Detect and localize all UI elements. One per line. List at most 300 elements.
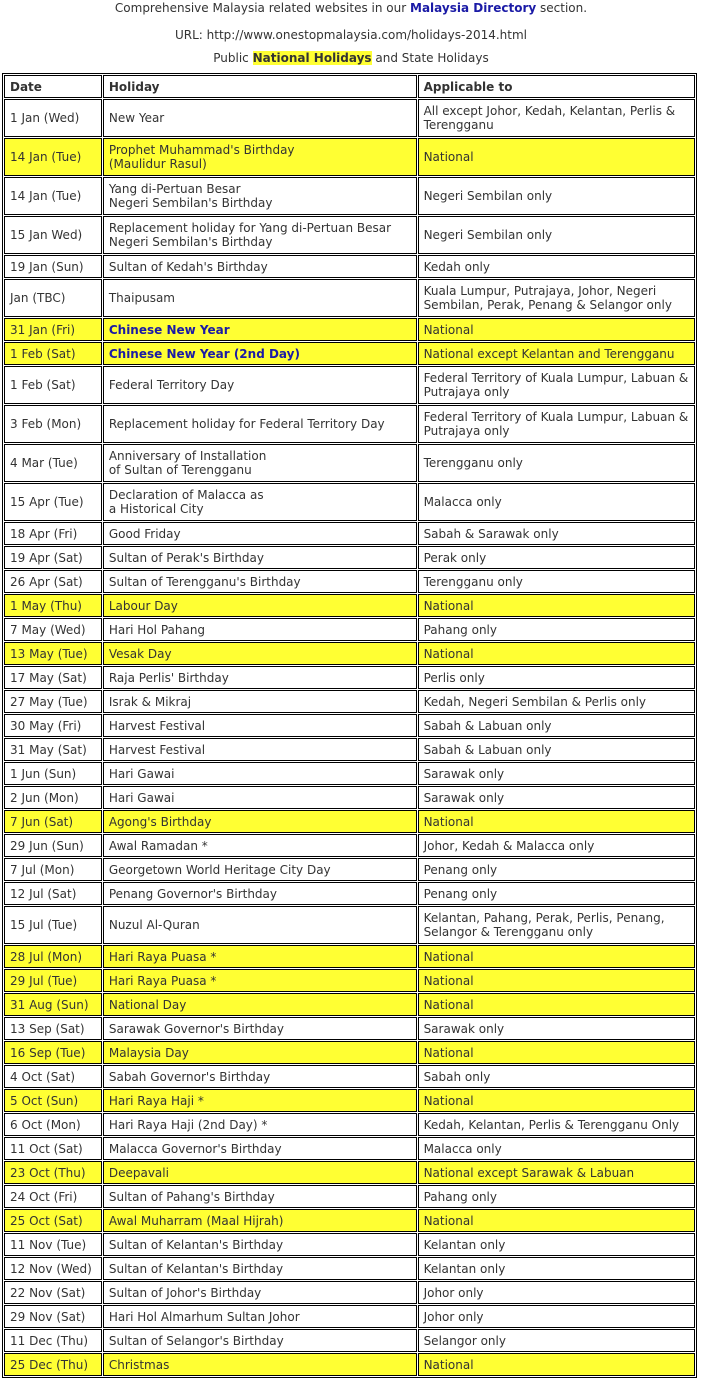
holiday-cell: [103, 594, 417, 617]
date-cell-text: 1 Jan (Wed): [10, 111, 80, 125]
table-row: [4, 762, 695, 785]
holiday-cell: [103, 993, 417, 1016]
table-row: [4, 858, 695, 881]
applicable-cell-text: Johor only: [423, 1285, 484, 1300]
applicable-cell: [418, 762, 695, 785]
applicable-cell-text: Penang only: [423, 886, 498, 901]
holiday-cell: [103, 483, 417, 521]
holiday-cell: [103, 1353, 417, 1376]
holiday-cell: [103, 405, 417, 443]
holiday-cell: [103, 714, 417, 737]
date-cell: [4, 642, 102, 665]
date-cell: [4, 1185, 102, 1208]
holidays-table: [2, 73, 697, 1378]
applicable-cell: [418, 1257, 695, 1280]
holiday-cell-text: Hari Raya Puasa *: [108, 949, 217, 964]
holiday-cell-text: Hari Raya Haji (2nd Day) *: [108, 1117, 268, 1132]
applicable-cell-text: Kuala Lumpur, Putrajaya, Johor, Negeri Sembilan, Perak, Penang & Selangor only: [423, 284, 672, 312]
date-cell: [4, 1161, 102, 1184]
date-cell: [4, 1329, 102, 1352]
holiday-cell-text: Hari Raya Puasa *: [108, 973, 217, 988]
date-cell-text: 1 May (Thu): [10, 598, 82, 613]
date-cell-text: 15 Jul (Tue): [10, 918, 78, 932]
applicable-column-header: Applicable to: [418, 75, 695, 98]
malaysia-directory-link[interactable]: Malaysia Directory: [410, 1, 537, 15]
date-cell-text: 19 Apr (Sat): [10, 550, 83, 565]
table-row: [4, 1113, 695, 1136]
holiday-cell: [103, 1185, 417, 1208]
holiday-cell: [103, 1281, 417, 1304]
table-row: [4, 1017, 695, 1040]
applicable-cell: [418, 1113, 695, 1136]
date-cell: [4, 444, 102, 482]
holiday-cell: [103, 177, 417, 215]
holiday-cell: [103, 279, 417, 317]
applicable-cell-text: Sarawak only: [423, 1021, 505, 1036]
date-cell: [4, 1113, 102, 1136]
holiday-cell-text: Hari Hol Almarhum Sultan Johor: [108, 1309, 300, 1324]
applicable-cell: [418, 1233, 695, 1256]
applicable-cell-text: National except Sarawak & Labuan: [423, 1165, 635, 1180]
holiday-cell-text: Malaysia Day: [108, 1045, 189, 1060]
holiday-cell: [103, 1041, 417, 1064]
date-cell-text: 7 Jun (Sat): [10, 814, 74, 829]
applicable-cell: [418, 138, 695, 176]
holiday-cell-text: Vesak Day: [108, 646, 172, 661]
date-cell: [4, 594, 102, 617]
table-row: [4, 969, 695, 992]
holiday-cell-text: Federal Territory Day: [108, 378, 235, 392]
table-row: [4, 546, 695, 569]
applicable-cell-text: Pahang only: [423, 622, 497, 637]
table-row: [4, 945, 695, 968]
table-row: [4, 690, 695, 713]
applicable-cell-text: National: [423, 814, 474, 829]
date-cell: [4, 1257, 102, 1280]
applicable-cell-text: National: [423, 322, 474, 337]
table-row: [4, 810, 695, 833]
applicable-cell-text: National: [423, 1093, 474, 1108]
holiday-cell: [103, 1161, 417, 1184]
date-cell: [4, 138, 102, 176]
date-cell-text: 23 Oct (Thu): [10, 1165, 86, 1180]
applicable-cell-text: Sarawak only: [423, 790, 505, 805]
holiday-cell: [103, 906, 417, 944]
table-row: [4, 1305, 695, 1328]
table-row: [4, 342, 695, 365]
date-cell-text: 19 Jan (Sun): [10, 259, 84, 274]
date-cell-text: 4 Oct (Sat): [10, 1069, 76, 1084]
applicable-cell: [418, 714, 695, 737]
applicable-cell: [418, 366, 695, 404]
holiday-cell-text: Replacement holiday for Yang di-Pertuan Besar Negeri Sembilan's Birthday: [108, 221, 392, 249]
table-row: [4, 993, 695, 1016]
table-row: [4, 1041, 695, 1064]
applicable-cell: [418, 882, 695, 905]
holiday-cell-text: Malacca Governor's Birthday: [108, 1141, 282, 1156]
table-row: [4, 834, 695, 857]
table-row: [4, 318, 695, 341]
date-cell: [4, 1281, 102, 1304]
applicable-cell: [418, 177, 695, 215]
applicable-cell: [418, 810, 695, 833]
applicable-cell: [418, 342, 695, 365]
holiday-cell: [103, 618, 417, 641]
holiday-cell-text: Sultan of Kedah's Birthday: [108, 259, 268, 274]
date-cell: [4, 1209, 102, 1232]
table-row: [4, 1161, 695, 1184]
date-cell-text: 13 May (Tue): [10, 646, 88, 661]
table-row: [4, 483, 695, 521]
date-cell-text: 31 May (Sat): [10, 742, 87, 757]
applicable-cell-text: National: [423, 1213, 474, 1228]
applicable-cell-text: Selangor only: [423, 1333, 506, 1348]
holiday-cell-text: Raja Perlis' Birthday: [108, 670, 229, 685]
table-row: [4, 666, 695, 689]
applicable-cell: [418, 1185, 695, 1208]
table-row: [4, 177, 695, 215]
holiday-cell-text: Declaration of Malacca as a Historical City: [108, 488, 264, 516]
holiday-cell-text: Thaipusam: [108, 291, 175, 305]
table-row: [4, 714, 695, 737]
table-row: [4, 405, 695, 443]
holiday-cell-text: Awal Ramadan *: [108, 838, 208, 853]
applicable-cell-text: Federal Territory of Kuala Lumpur, Labuan & Putrajaya only: [423, 371, 689, 399]
date-cell: [4, 1233, 102, 1256]
holiday-cell: [103, 99, 417, 137]
holiday-cell: [103, 969, 417, 992]
holiday-cell: [103, 1137, 417, 1160]
applicable-cell-text: Pahang only: [423, 1189, 497, 1204]
holiday-cell: [103, 690, 417, 713]
applicable-cell-text: National: [423, 973, 474, 988]
url-line: URL: http://www.onestopmalaysia.com/holidays-2014.html: [174, 28, 528, 42]
applicable-cell-text: Negeri Sembilan only: [423, 189, 553, 203]
date-cell: [4, 882, 102, 905]
holiday-cell: [103, 1017, 417, 1040]
holiday-cell-text: Harvest Festival: [108, 718, 206, 733]
holiday-cell: [103, 1209, 417, 1232]
holiday-cell-text: Sultan of Johor's Birthday: [108, 1285, 262, 1300]
date-cell: [4, 1041, 102, 1064]
applicable-cell: [418, 618, 695, 641]
applicable-cell-text: Perak only: [423, 550, 487, 565]
holiday-cell-text: Sarawak Governor's Birthday: [108, 1021, 285, 1036]
date-cell: [4, 945, 102, 968]
holiday-cell-text: Georgetown World Heritage City Day: [108, 862, 331, 877]
date-cell: [4, 1353, 102, 1376]
table-row: [4, 570, 695, 593]
applicable-cell: [418, 318, 695, 341]
applicable-cell-text: National except Kelantan and Terengganu: [423, 346, 675, 361]
date-cell: [4, 1065, 102, 1088]
holiday-cell-text: Anniversary of Installation of Sultan of Terengganu: [108, 449, 267, 477]
date-cell-text: 24 Oct (Fri): [10, 1189, 78, 1204]
applicable-cell-text: National: [423, 949, 474, 964]
holiday-cell: [103, 1233, 417, 1256]
holiday-cell-text: Sultan of Selangor's Birthday: [108, 1333, 284, 1348]
holiday-cell: [103, 342, 417, 365]
date-cell-text: 15 Apr (Tue): [10, 495, 84, 509]
date-cell-text: 4 Mar (Tue): [10, 456, 78, 470]
holiday-cell: [103, 945, 417, 968]
date-cell-text: 11 Oct (Sat): [10, 1141, 83, 1156]
holiday-cell: [103, 642, 417, 665]
holiday-cell: [103, 366, 417, 404]
table-row: [4, 1089, 695, 1112]
applicable-cell-text: Malacca only: [423, 1141, 502, 1156]
holiday-cell-text: Hari Gawai: [108, 766, 175, 781]
applicable-cell: [418, 1353, 695, 1376]
applicable-cell-text: Johor only: [423, 1309, 484, 1324]
table-row: [4, 1137, 695, 1160]
table-row: [4, 99, 695, 137]
applicable-cell: [418, 444, 695, 482]
applicable-cell-text: Johor, Kedah & Malacca only: [423, 838, 595, 853]
applicable-cell: [418, 546, 695, 569]
applicable-cell: [418, 1137, 695, 1160]
holiday-cell-text: Nuzul Al-Quran: [108, 918, 200, 932]
applicable-cell-text: Sarawak only: [423, 766, 505, 781]
date-cell: [4, 690, 102, 713]
date-cell: [4, 546, 102, 569]
table-row: [4, 1329, 695, 1352]
holiday-cell-text: Sabah Governor's Birthday: [108, 1069, 271, 1084]
applicable-cell-text: National: [423, 1045, 474, 1060]
holiday-cell-text: Prophet Muhammad's Birthday (Maulidur Rasul): [108, 143, 295, 171]
table-header-row: [4, 75, 695, 98]
applicable-cell-text: National: [423, 150, 474, 164]
applicable-cell: [418, 1041, 695, 1064]
date-cell: [4, 738, 102, 761]
date-cell: [4, 906, 102, 944]
date-cell: [4, 618, 102, 641]
date-cell-text: 15 Jan Wed): [10, 228, 83, 242]
date-cell-text: 22 Nov (Sat): [10, 1285, 86, 1300]
applicable-cell: [418, 1329, 695, 1352]
date-cell: [4, 318, 102, 341]
holiday-cell: [103, 858, 417, 881]
holiday-cell: [103, 810, 417, 833]
date-cell: [4, 834, 102, 857]
holiday-cell-text: Chinese New Year (2nd Day): [108, 346, 300, 361]
applicable-cell-text: National: [423, 598, 474, 613]
date-cell: [4, 216, 102, 254]
date-cell-text: 25 Dec (Thu): [10, 1357, 89, 1372]
table-row: [4, 1281, 695, 1304]
date-cell-text: 1 Feb (Sat): [10, 378, 76, 392]
holiday-cell: [103, 1089, 417, 1112]
applicable-cell-text: Kelantan, Pahang, Perak, Perlis, Penang, Selangor & Terengganu only: [423, 911, 665, 939]
applicable-cell-text: Penang only: [423, 862, 498, 877]
applicable-cell-text: Terengganu only: [423, 574, 523, 589]
applicable-cell-text: Sabah & Sarawak only: [423, 526, 559, 541]
holiday-cell-text: Labour Day: [108, 598, 178, 613]
holiday-cell: [103, 738, 417, 761]
applicable-cell: [418, 1017, 695, 1040]
date-cell-text: 29 Jun (Sun): [10, 838, 84, 853]
holiday-cell: [103, 255, 417, 278]
table-row: [4, 366, 695, 404]
holiday-cell: [103, 546, 417, 569]
applicable-cell: [418, 279, 695, 317]
table-row: [4, 618, 695, 641]
applicable-cell: [418, 1281, 695, 1304]
applicable-cell: [418, 993, 695, 1016]
table-row: [4, 216, 695, 254]
holiday-cell: [103, 786, 417, 809]
applicable-cell: [418, 522, 695, 545]
table-row: [4, 255, 695, 278]
date-cell: [4, 858, 102, 881]
table-row: [4, 444, 695, 482]
holidays-table-body: [4, 99, 695, 1376]
table-row: [4, 279, 695, 317]
applicable-cell: [418, 1089, 695, 1112]
table-row: [4, 138, 695, 176]
applicable-cell: [418, 483, 695, 521]
applicable-cell-text: Kedah only: [423, 259, 490, 274]
applicable-cell-text: National: [423, 997, 474, 1012]
table-row: [4, 906, 695, 944]
date-cell-text: 7 May (Wed): [10, 622, 86, 637]
applicable-cell-text: Kelantan only: [423, 1261, 506, 1276]
holiday-cell-text: Agong's Birthday: [108, 814, 212, 829]
applicable-cell-text: Sabah & Labuan only: [423, 742, 552, 757]
holiday-cell: [103, 834, 417, 857]
applicable-cell: [418, 786, 695, 809]
date-cell-text: 3 Feb (Mon): [10, 417, 82, 431]
holiday-cell-text: Sultan of Kelantan's Birthday: [108, 1261, 284, 1276]
holiday-cell: [103, 1113, 417, 1136]
directory-prefix: Comprehensive Malaysia related websites in our: [114, 1, 407, 15]
holiday-cell: [103, 882, 417, 905]
date-cell: [4, 483, 102, 521]
holiday-cell-text: Hari Raya Haji *: [108, 1093, 204, 1108]
holiday-cell-text: Sultan of Perak's Birthday: [108, 550, 264, 565]
table-row: [4, 642, 695, 665]
date-cell-text: 2 Jun (Mon): [10, 790, 79, 805]
date-cell: [4, 1017, 102, 1040]
date-cell: [4, 1137, 102, 1160]
applicable-cell-text: Kedah, Negeri Sembilan & Perlis only: [423, 694, 647, 709]
date-cell-text: 31 Aug (Sun): [10, 997, 89, 1012]
applicable-cell: [418, 1065, 695, 1088]
holiday-cell-text: Harvest Festival: [108, 742, 206, 757]
applicable-cell: [418, 255, 695, 278]
date-cell-text: 5 Oct (Sun): [10, 1093, 79, 1108]
date-cell: [4, 762, 102, 785]
date-cell-text: 25 Oct (Sat): [10, 1213, 83, 1228]
applicable-cell: [418, 666, 695, 689]
date-cell-text: 18 Apr (Fri): [10, 526, 78, 541]
holiday-cell-text: Israk & Mikraj: [108, 694, 192, 709]
date-cell: [4, 522, 102, 545]
holiday-cell: [103, 444, 417, 482]
date-cell-text: 26 Apr (Sat): [10, 574, 83, 589]
date-cell-text: 14 Jan (Tue): [10, 189, 82, 203]
date-cell: [4, 714, 102, 737]
date-cell-text: 13 Sep (Sat): [10, 1021, 85, 1036]
applicable-cell-text: Sabah only: [423, 1069, 491, 1084]
applicable-cell: [418, 99, 695, 137]
applicable-cell: [418, 738, 695, 761]
holiday-cell-text: Good Friday: [108, 526, 181, 541]
holiday-cell: [103, 1065, 417, 1088]
table-row: [4, 522, 695, 545]
holiday-cell-text: Penang Governor's Birthday: [108, 886, 278, 901]
holiday-cell: [103, 522, 417, 545]
date-cell-text: 11 Dec (Thu): [10, 1333, 89, 1348]
table-row: [4, 738, 695, 761]
applicable-cell-text: Kedah, Kelantan, Perlis & Terengganu Only: [423, 1117, 680, 1132]
date-cell-text: 29 Nov (Sat): [10, 1309, 86, 1324]
directory-line: [0, 0, 702, 22]
table-row: [4, 594, 695, 617]
date-cell-text: 30 May (Fri): [10, 718, 82, 733]
applicable-cell-text: National: [423, 646, 474, 661]
date-cell-text: 31 Jan (Fri): [10, 322, 76, 337]
holiday-cell: [103, 1305, 417, 1328]
date-cell: [4, 99, 102, 137]
applicable-cell: [418, 642, 695, 665]
date-cell-text: 27 May (Tue): [10, 694, 88, 709]
date-cell-text: 1 Feb (Sat): [10, 346, 76, 361]
holiday-cell-text: Chinese New Year: [108, 322, 230, 337]
date-cell: [4, 786, 102, 809]
applicable-cell: [418, 858, 695, 881]
date-cell: [4, 279, 102, 317]
legend-prefix: Public: [213, 51, 249, 65]
applicable-cell: [418, 906, 695, 944]
table-row: [4, 1257, 695, 1280]
date-cell-text: 1 Jun (Sun): [10, 766, 77, 781]
applicable-cell: [418, 570, 695, 593]
applicable-cell: [418, 216, 695, 254]
date-cell-text: 28 Jul (Mon): [10, 949, 83, 964]
applicable-cell-text: Terengganu only: [423, 456, 523, 470]
table-row: [4, 1209, 695, 1232]
directory-suffix: section.: [540, 1, 588, 15]
table-row: [4, 1353, 695, 1376]
holiday-cell: [103, 138, 417, 176]
applicable-cell-text: National: [423, 1357, 474, 1372]
date-cell-text: 29 Jul (Tue): [10, 973, 78, 988]
applicable-cell-text: Negeri Sembilan only: [423, 228, 553, 242]
date-cell-text: 14 Jan (Tue): [10, 150, 82, 164]
date-cell: [4, 969, 102, 992]
date-cell: [4, 342, 102, 365]
holiday-cell: [103, 666, 417, 689]
date-cell: [4, 177, 102, 215]
applicable-cell-text: All except Johor, Kedah, Kelantan, Perlis & Terengganu: [423, 104, 676, 132]
holiday-cell-text: Replacement holiday for Federal Territory Day: [108, 417, 385, 431]
date-cell-text: 7 Jul (Mon): [10, 862, 75, 877]
date-cell: [4, 255, 102, 278]
holiday-cell-text: Sultan of Kelantan's Birthday: [108, 1237, 284, 1252]
applicable-cell: [418, 690, 695, 713]
holiday-cell: [103, 762, 417, 785]
applicable-cell: [418, 1161, 695, 1184]
date-cell-text: 16 Sep (Tue): [10, 1045, 86, 1060]
table-row: [4, 1065, 695, 1088]
holiday-cell: [103, 1257, 417, 1280]
date-cell: [4, 666, 102, 689]
date-cell: [4, 366, 102, 404]
date-cell-text: 11 Nov (Tue): [10, 1237, 87, 1252]
holiday-cell-text: Sultan of Pahang's Birthday: [108, 1189, 275, 1204]
table-row: [4, 882, 695, 905]
